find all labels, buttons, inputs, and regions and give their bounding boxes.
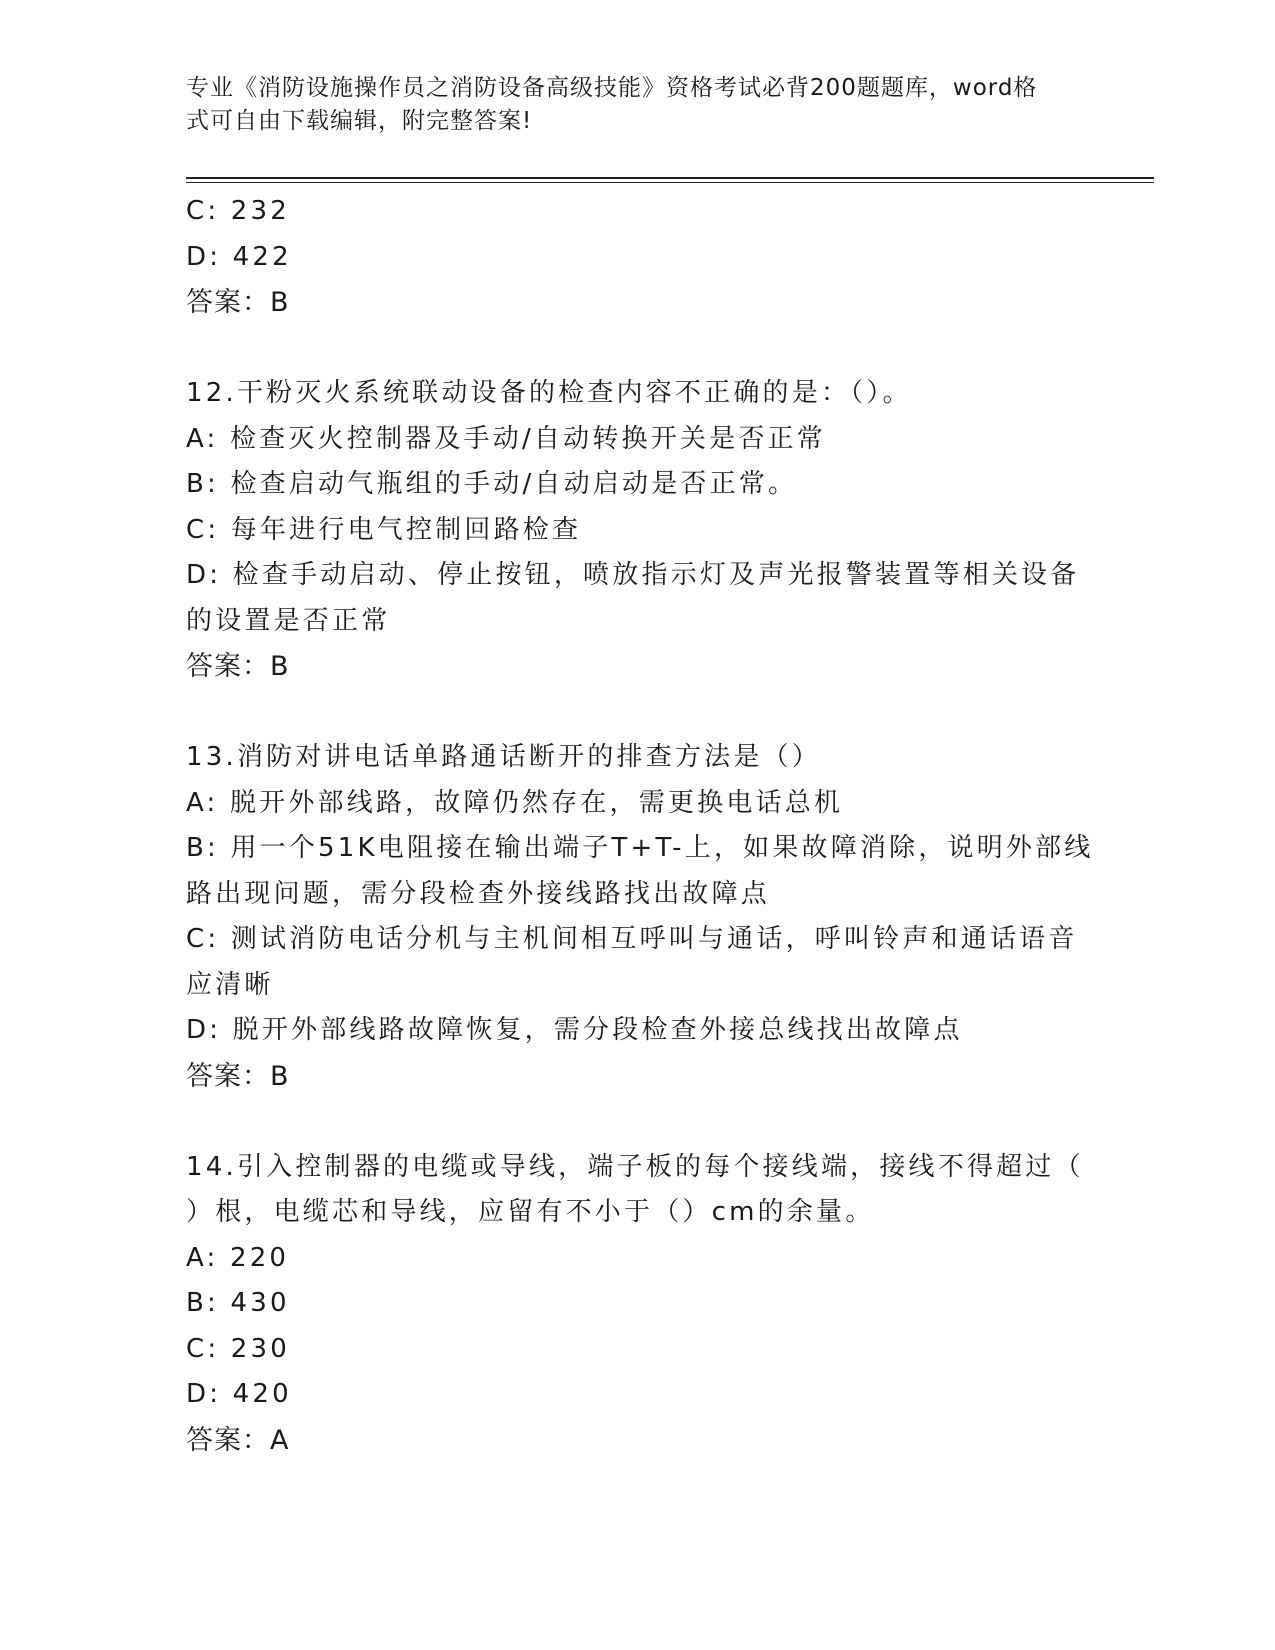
option-c: C: 测试消防电话分机与主机间相互呼叫与通话，呼叫铃声和通话语音 bbox=[186, 924, 1078, 954]
question-stem-continued: ）根，电缆芯和导线，应留有不小于（）cm的余量。 bbox=[186, 1197, 875, 1227]
header-rule-thick bbox=[186, 177, 1154, 179]
question-stem: 12.干粉灭火系统联动设备的检查内容不正确的是：（）。 bbox=[186, 378, 912, 408]
answer-line: 答案：B bbox=[186, 287, 290, 318]
option-c-continued: 应清晰 bbox=[186, 969, 274, 1000]
question-14 bbox=[186, 1145, 1086, 1464]
document-header bbox=[186, 72, 1066, 138]
option-c: C: 230 bbox=[186, 1333, 291, 1364]
header-line-1: 专业《消防设施操作员之消防设备高级技能》资格考试必背200题题库，word格 bbox=[186, 75, 1038, 101]
spacer bbox=[186, 690, 1086, 736]
answer-line: 答案：B bbox=[186, 651, 290, 682]
question-13 bbox=[186, 735, 1094, 1099]
spacer bbox=[186, 1099, 1086, 1145]
answer-line: 答案：B bbox=[186, 1060, 290, 1092]
question-content bbox=[186, 189, 1094, 1463]
question-12 bbox=[186, 371, 1086, 690]
option-b: B: 用一个51K电阻接在输出端子T+T-上，如果故障消除，说明外部线 bbox=[186, 833, 1094, 863]
option-d: D: 420 bbox=[186, 1379, 292, 1409]
option-d-continued: 的设置是否正常 bbox=[186, 605, 391, 636]
question-11-tail bbox=[186, 189, 1086, 326]
option-d: D: 422 bbox=[186, 241, 292, 272]
option-b: B: 430 bbox=[186, 1288, 290, 1318]
answer-line: 答案：A bbox=[186, 1424, 290, 1456]
option-d: D: 检查手动启动、停止按钮，喷放指示灯及声光报警装置等相关设备 bbox=[186, 560, 1080, 590]
option-a: A: 220 bbox=[186, 1242, 290, 1273]
question-stem: 14.引入控制器的电缆或导线，端子板的每个接线端，接线不得超过（ bbox=[186, 1151, 1084, 1182]
header-line-2: 式可自由下载编辑，附完整答案! bbox=[186, 108, 533, 134]
header-rule-thin bbox=[186, 182, 1154, 183]
option-c: C: 232 bbox=[186, 196, 291, 226]
option-c: C: 每年进行电气控制回路检查 bbox=[186, 514, 582, 545]
spacer bbox=[186, 326, 1086, 372]
option-a: A: 脱开外部线路，故障仍然存在，需更换电话总机 bbox=[186, 787, 844, 818]
option-d: D: 脱开外部线路故障恢复，需分段检查外接总线找出故障点 bbox=[186, 1015, 963, 1045]
option-b-continued: 路出现问题，需分段检查外接线路找出故障点 bbox=[186, 878, 771, 909]
question-stem: 13.消防对讲电话单路通话断开的排查方法是（） bbox=[186, 742, 821, 772]
option-b: B: 检查启动气瓶组的手动/自动启动是否正常。 bbox=[186, 469, 798, 499]
option-a: A: 检查灭火控制器及手动/自动转换开关是否正常 bbox=[186, 423, 826, 454]
